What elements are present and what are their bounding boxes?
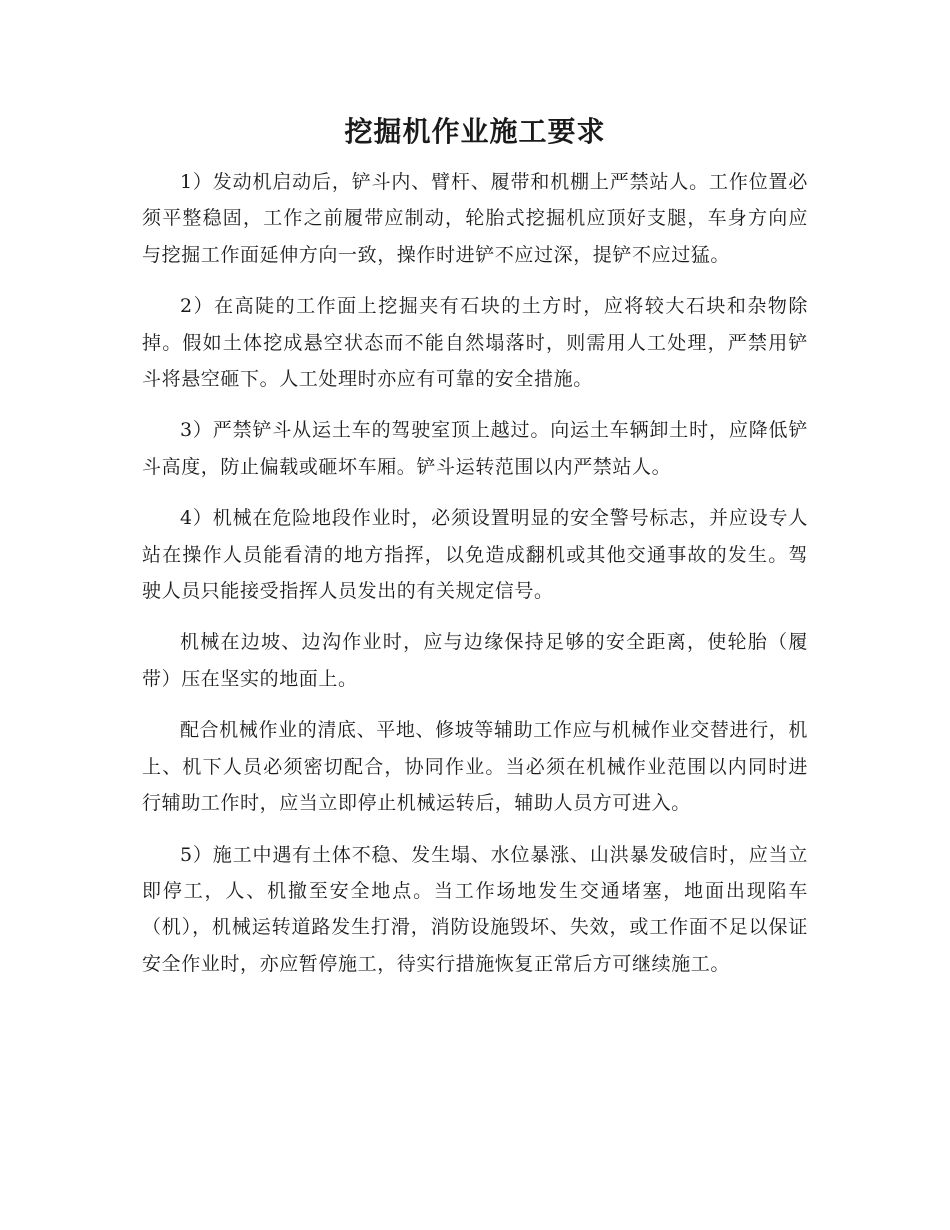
paragraph-2: 2）在高陡的工作面上挖掘夹有石块的土方时，应将较大石块和杂物除掉。假如土体挖成悬空状态而不能自然塌落时，则需用人工处理，严禁用铲斗将悬空砸下。人工处理时亦应有可靠的安全措施。 <box>142 295 808 391</box>
paragraph-6: 配合机械作业的清底、平地、修坡等辅助工作应与机械作业交替进行，机上、机下人员必须密切配合，协同作业。当必须在机械作业范围以内同时进行辅助工作时，应当立即停止机械运转后，辅助人员方可进入。 <box>142 719 808 815</box>
document-title: 挖掘机作业施工要求 <box>344 115 606 148</box>
paragraph-4: 4）机械在危险地段作业时，必须设置明显的安全警号标志，并应设专人站在操作人员能看清的地方指挥，以免造成翻机或其他交通事故的发生。驾驶人员只能接受指挥人员发出的有关规定信号。 <box>142 507 808 603</box>
paragraph-3: 3）严禁铲斗从运土车的驾驶室顶上越过。向运土车辆卸土时，应降低铲斗高度，防止偏载或砸坏车厢。铲斗运转范围以内严禁站人。 <box>142 419 808 478</box>
paragraph-1: 1）发动机启动后，铲斗内、臂杆、履带和机棚上严禁站人。工作位置必须平整稳固，工作之前履带应制动，轮胎式挖掘机应顶好支腿，车身方向应与挖掘工作面延伸方向一致，操作时进铲不应过深，提铲不应过猛。 <box>142 171 808 266</box>
paragraph-5: 机械在边坡、边沟作业时，应与边缘保持足够的安全距离，使轮胎（履带）压在坚实的地面上。 <box>142 631 808 690</box>
paragraph-7: 5）施工中遇有土体不稳、发生塌、水位暴涨、山洪暴发破信时，应当立即停工，人、机撤至安全地点。当工作场地发生交通堵塞，地面出现陷车（机），机械运转道路发生打滑，消防设施毁坏、失效，或工作面不足以保证安全作业时，亦应暂停施工，待实行措施恢复正常后方可继续施工。 <box>142 843 808 975</box>
